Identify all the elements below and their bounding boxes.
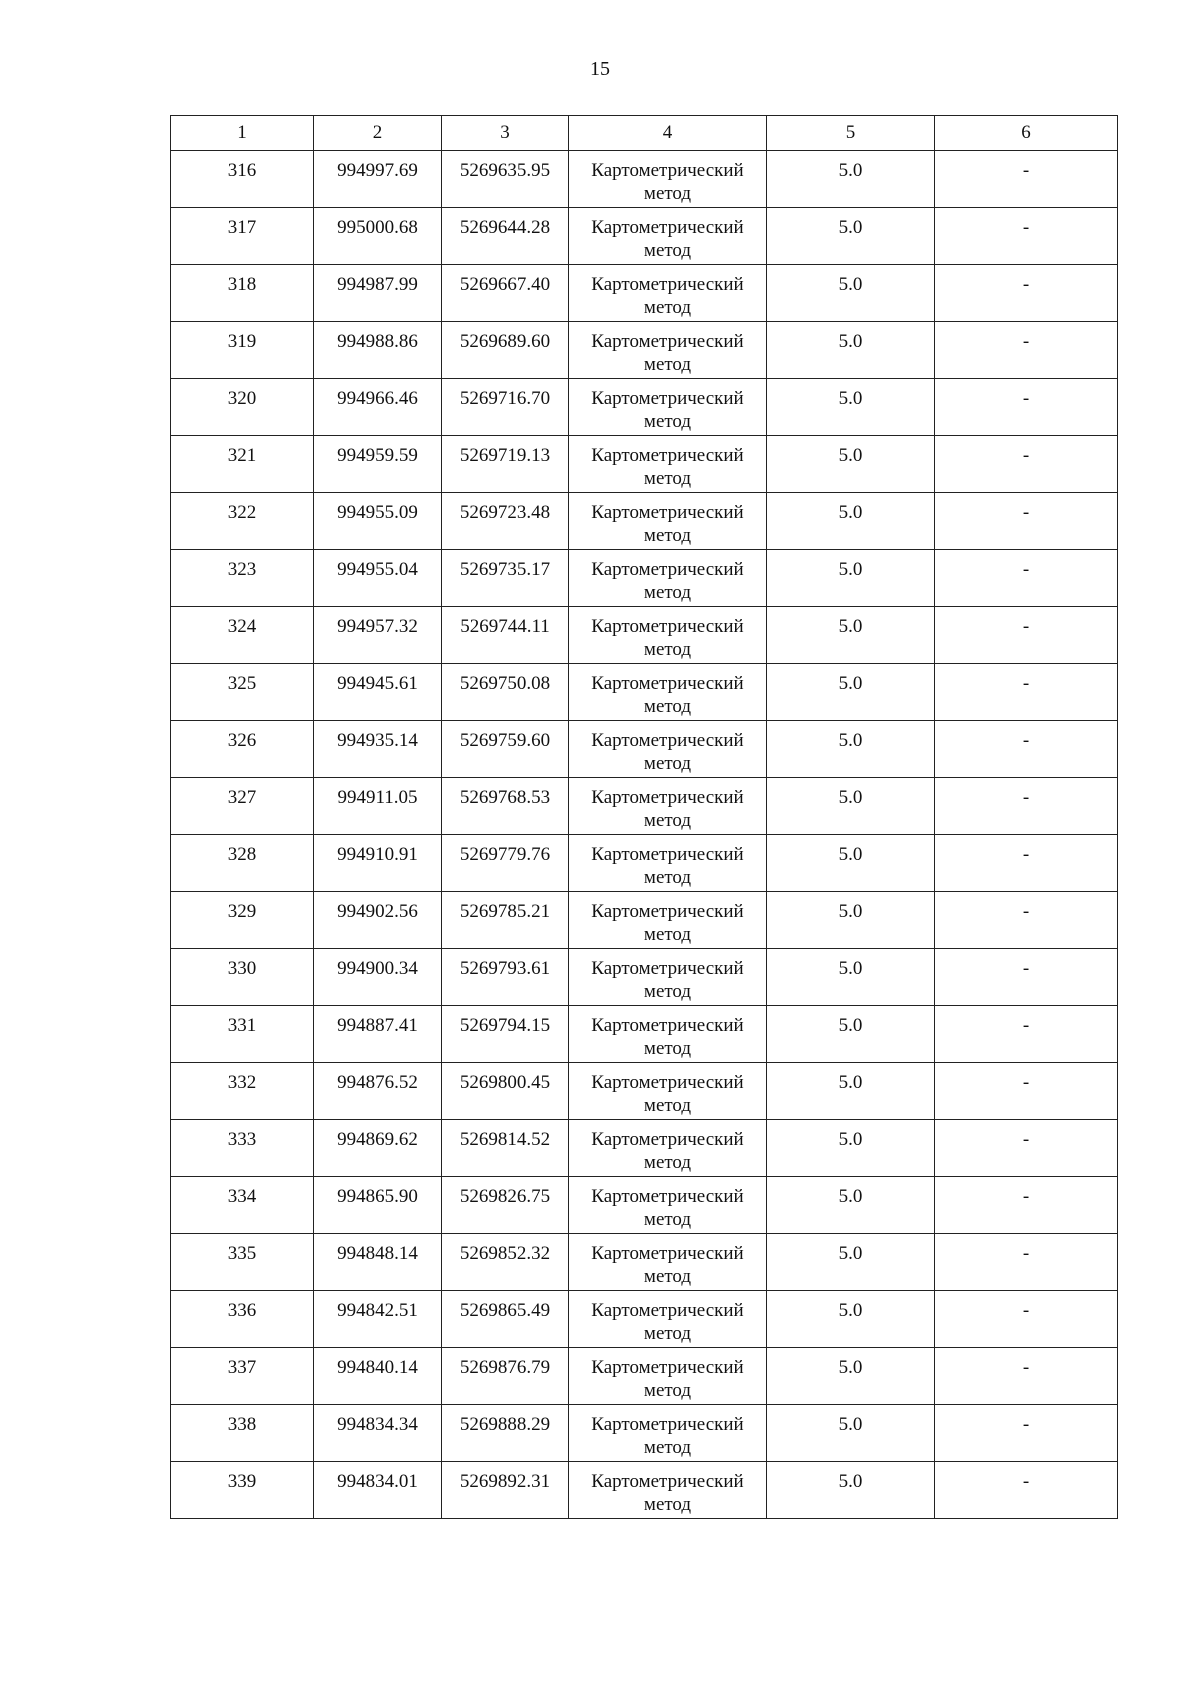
table-row	[171, 1462, 1118, 1519]
y-coordinate-cell: 5269744.11	[442, 607, 569, 664]
method-line-2: метод	[643, 810, 692, 831]
method-cell	[569, 1120, 767, 1177]
table-row	[171, 1348, 1118, 1405]
method-line-2: метод	[643, 183, 692, 204]
table-row	[171, 436, 1118, 493]
method-line-2: метод	[643, 696, 692, 717]
table-row	[171, 607, 1118, 664]
x-coordinate-cell: 994902.56	[314, 892, 442, 949]
x-coordinate-cell: 994966.46	[314, 379, 442, 436]
x-coordinate-cell: 994834.01	[314, 1462, 442, 1519]
accuracy-cell: 5.0	[767, 721, 935, 778]
point-number-cell: 316	[171, 151, 314, 208]
table-row	[171, 892, 1118, 949]
x-coordinate-cell: 994869.62	[314, 1120, 442, 1177]
accuracy-cell: 5.0	[767, 949, 935, 1006]
table-row	[171, 1234, 1118, 1291]
method-cell	[569, 778, 767, 835]
accuracy-cell: 5.0	[767, 835, 935, 892]
table-row	[171, 1063, 1118, 1120]
point-number-cell: 323	[171, 550, 314, 607]
method-line-1: Картометрический	[591, 1243, 744, 1264]
table-row	[171, 1177, 1118, 1234]
x-coordinate-cell: 994955.04	[314, 550, 442, 607]
point-number-cell: 318	[171, 265, 314, 322]
table-row	[171, 1006, 1118, 1063]
y-coordinate-cell: 5269876.79	[442, 1348, 569, 1405]
method-line-2: метод	[643, 981, 692, 1002]
table-body	[171, 151, 1118, 1519]
y-coordinate-cell: 5269667.40	[442, 265, 569, 322]
x-coordinate-cell: 994959.59	[314, 436, 442, 493]
column-header: 1	[171, 116, 314, 151]
method-cell	[569, 1234, 767, 1291]
y-coordinate-cell: 5269723.48	[442, 493, 569, 550]
note-cell: -	[935, 550, 1118, 607]
method-line-1: Картометрический	[591, 730, 744, 751]
accuracy-cell: 5.0	[767, 379, 935, 436]
point-number-cell: 329	[171, 892, 314, 949]
table-row	[171, 550, 1118, 607]
method-cell	[569, 550, 767, 607]
point-number-cell: 335	[171, 1234, 314, 1291]
y-coordinate-cell: 5269826.75	[442, 1177, 569, 1234]
x-coordinate-cell: 994876.52	[314, 1063, 442, 1120]
table-row	[171, 379, 1118, 436]
accuracy-cell: 5.0	[767, 493, 935, 550]
accuracy-cell: 5.0	[767, 1177, 935, 1234]
table-row	[171, 493, 1118, 550]
method-line-2: метод	[643, 1095, 692, 1116]
method-line-1: Картометрический	[591, 1300, 744, 1321]
method-line-1: Картометрический	[591, 1186, 744, 1207]
point-number-cell: 331	[171, 1006, 314, 1063]
method-line-1: Картометрический	[591, 445, 744, 466]
method-line-1: Картометрический	[591, 1129, 744, 1150]
method-line-1: Картометрический	[591, 1414, 744, 1435]
method-cell	[569, 265, 767, 322]
x-coordinate-cell: 994840.14	[314, 1348, 442, 1405]
method-cell	[569, 835, 767, 892]
method-line-2: метод	[643, 924, 692, 945]
note-cell: -	[935, 1063, 1118, 1120]
column-header: 6	[935, 116, 1118, 151]
note-cell: -	[935, 607, 1118, 664]
method-line-2: метод	[643, 1209, 692, 1230]
point-number-cell: 328	[171, 835, 314, 892]
table-row	[171, 835, 1118, 892]
method-line-1: Картометрический	[591, 673, 744, 694]
table-row	[171, 949, 1118, 1006]
column-header: 2	[314, 116, 442, 151]
x-coordinate-cell: 994957.32	[314, 607, 442, 664]
point-number-cell: 332	[171, 1063, 314, 1120]
y-coordinate-cell: 5269865.49	[442, 1291, 569, 1348]
method-line-2: метод	[643, 354, 692, 375]
method-cell	[569, 949, 767, 1006]
method-line-2: метод	[643, 1038, 692, 1059]
method-cell	[569, 379, 767, 436]
method-line-2: метод	[643, 639, 692, 660]
point-number-cell: 337	[171, 1348, 314, 1405]
table-row	[171, 151, 1118, 208]
method-line-2: метод	[643, 1380, 692, 1401]
x-coordinate-cell: 994935.14	[314, 721, 442, 778]
header-row	[171, 116, 1118, 151]
point-number-cell: 339	[171, 1462, 314, 1519]
method-cell	[569, 721, 767, 778]
method-line-1: Картометрический	[591, 844, 744, 865]
point-number-cell: 325	[171, 664, 314, 721]
page-number: 15	[590, 58, 610, 80]
accuracy-cell: 5.0	[767, 778, 935, 835]
accuracy-cell: 5.0	[767, 208, 935, 265]
method-line-1: Картометрический	[591, 559, 744, 580]
x-coordinate-cell: 994911.05	[314, 778, 442, 835]
method-line-1: Картометрический	[591, 217, 744, 238]
accuracy-cell: 5.0	[767, 607, 935, 664]
method-cell	[569, 1063, 767, 1120]
method-line-1: Картометрический	[591, 901, 744, 922]
accuracy-cell: 5.0	[767, 436, 935, 493]
note-cell: -	[935, 778, 1118, 835]
accuracy-cell: 5.0	[767, 892, 935, 949]
note-cell: -	[935, 1348, 1118, 1405]
method-line-2: метод	[643, 525, 692, 546]
table-header	[171, 116, 1118, 151]
method-line-2: метод	[643, 1437, 692, 1458]
accuracy-cell: 5.0	[767, 1462, 935, 1519]
note-cell: -	[935, 1177, 1118, 1234]
method-cell	[569, 892, 767, 949]
y-coordinate-cell: 5269768.53	[442, 778, 569, 835]
point-number-cell: 336	[171, 1291, 314, 1348]
note-cell: -	[935, 892, 1118, 949]
table-row	[171, 208, 1118, 265]
method-cell	[569, 1405, 767, 1462]
x-coordinate-cell: 994834.34	[314, 1405, 442, 1462]
point-number-cell: 333	[171, 1120, 314, 1177]
table-row	[171, 322, 1118, 379]
method-line-2: метод	[643, 1494, 692, 1515]
accuracy-cell: 5.0	[767, 1120, 935, 1177]
note-cell: -	[935, 265, 1118, 322]
note-cell: -	[935, 1405, 1118, 1462]
method-line-2: метод	[643, 753, 692, 774]
method-cell	[569, 1177, 767, 1234]
y-coordinate-cell: 5269794.15	[442, 1006, 569, 1063]
y-coordinate-cell: 5269759.60	[442, 721, 569, 778]
accuracy-cell: 5.0	[767, 1006, 935, 1063]
x-coordinate-cell: 994842.51	[314, 1291, 442, 1348]
note-cell: -	[935, 322, 1118, 379]
y-coordinate-cell: 5269814.52	[442, 1120, 569, 1177]
accuracy-cell: 5.0	[767, 1234, 935, 1291]
method-line-2: метод	[643, 411, 692, 432]
method-line-1: Картометрический	[591, 331, 744, 352]
method-line-2: метод	[643, 1323, 692, 1344]
method-cell	[569, 1291, 767, 1348]
method-line-1: Картометрический	[591, 1471, 744, 1492]
point-number-cell: 327	[171, 778, 314, 835]
method-cell	[569, 1348, 767, 1405]
note-cell: -	[935, 721, 1118, 778]
point-number-cell: 334	[171, 1177, 314, 1234]
x-coordinate-cell: 994988.86	[314, 322, 442, 379]
x-coordinate-cell: 995000.68	[314, 208, 442, 265]
note-cell: -	[935, 1006, 1118, 1063]
x-coordinate-cell: 994945.61	[314, 664, 442, 721]
point-number-cell: 319	[171, 322, 314, 379]
note-cell: -	[935, 208, 1118, 265]
accuracy-cell: 5.0	[767, 1291, 935, 1348]
method-line-2: метод	[643, 468, 692, 489]
method-cell	[569, 151, 767, 208]
x-coordinate-cell: 994900.34	[314, 949, 442, 1006]
table-row	[171, 664, 1118, 721]
table-row	[171, 721, 1118, 778]
point-number-cell: 320	[171, 379, 314, 436]
y-coordinate-cell: 5269779.76	[442, 835, 569, 892]
note-cell: -	[935, 1291, 1118, 1348]
accuracy-cell: 5.0	[767, 1405, 935, 1462]
note-cell: -	[935, 151, 1118, 208]
method-cell	[569, 607, 767, 664]
method-line-2: метод	[643, 1152, 692, 1173]
y-coordinate-cell: 5269892.31	[442, 1462, 569, 1519]
note-cell: -	[935, 664, 1118, 721]
note-cell: -	[935, 1120, 1118, 1177]
point-number-cell: 330	[171, 949, 314, 1006]
y-coordinate-cell: 5269793.61	[442, 949, 569, 1006]
method-line-2: метод	[643, 867, 692, 888]
method-line-1: Картометрический	[591, 388, 744, 409]
point-number-cell: 322	[171, 493, 314, 550]
table-row	[171, 1120, 1118, 1177]
y-coordinate-cell: 5269852.32	[442, 1234, 569, 1291]
column-header: 5	[767, 116, 935, 151]
method-line-1: Картометрический	[591, 616, 744, 637]
accuracy-cell: 5.0	[767, 265, 935, 322]
point-number-cell: 317	[171, 208, 314, 265]
coordinates-table	[170, 115, 1118, 1519]
method-cell	[569, 1462, 767, 1519]
x-coordinate-cell: 994887.41	[314, 1006, 442, 1063]
method-cell	[569, 208, 767, 265]
y-coordinate-cell: 5269689.60	[442, 322, 569, 379]
y-coordinate-cell: 5269785.21	[442, 892, 569, 949]
method-line-1: Картометрический	[591, 958, 744, 979]
x-coordinate-cell: 994910.91	[314, 835, 442, 892]
column-header: 3	[442, 116, 569, 151]
x-coordinate-cell: 994955.09	[314, 493, 442, 550]
method-line-1: Картометрический	[591, 502, 744, 523]
method-line-2: метод	[643, 1266, 692, 1287]
note-cell: -	[935, 379, 1118, 436]
y-coordinate-cell: 5269635.95	[442, 151, 569, 208]
method-line-1: Картометрический	[591, 1015, 744, 1036]
accuracy-cell: 5.0	[767, 664, 935, 721]
note-cell: -	[935, 835, 1118, 892]
y-coordinate-cell: 5269719.13	[442, 436, 569, 493]
method-cell	[569, 493, 767, 550]
x-coordinate-cell: 994987.99	[314, 265, 442, 322]
x-coordinate-cell: 994865.90	[314, 1177, 442, 1234]
note-cell: -	[935, 1462, 1118, 1519]
y-coordinate-cell: 5269800.45	[442, 1063, 569, 1120]
table-row	[171, 265, 1118, 322]
table-row	[171, 1291, 1118, 1348]
y-coordinate-cell: 5269735.17	[442, 550, 569, 607]
method-line-1: Картометрический	[591, 787, 744, 808]
point-number-cell: 326	[171, 721, 314, 778]
method-line-2: метод	[643, 297, 692, 318]
accuracy-cell: 5.0	[767, 1063, 935, 1120]
method-line-2: метод	[643, 582, 692, 603]
column-header: 4	[569, 116, 767, 151]
method-line-1: Картометрический	[591, 274, 744, 295]
note-cell: -	[935, 949, 1118, 1006]
method-cell	[569, 436, 767, 493]
x-coordinate-cell: 994997.69	[314, 151, 442, 208]
table-row	[171, 778, 1118, 835]
note-cell: -	[935, 493, 1118, 550]
y-coordinate-cell: 5269644.28	[442, 208, 569, 265]
method-cell	[569, 322, 767, 379]
method-line-1: Картометрический	[591, 1072, 744, 1093]
accuracy-cell: 5.0	[767, 1348, 935, 1405]
method-line-1: Картометрический	[591, 1357, 744, 1378]
point-number-cell: 321	[171, 436, 314, 493]
point-number-cell: 338	[171, 1405, 314, 1462]
note-cell: -	[935, 1234, 1118, 1291]
accuracy-cell: 5.0	[767, 151, 935, 208]
accuracy-cell: 5.0	[767, 550, 935, 607]
table-row	[171, 1405, 1118, 1462]
x-coordinate-cell: 994848.14	[314, 1234, 442, 1291]
method-line-2: метод	[643, 240, 692, 261]
point-number-cell: 324	[171, 607, 314, 664]
method-cell	[569, 664, 767, 721]
note-cell: -	[935, 436, 1118, 493]
y-coordinate-cell: 5269716.70	[442, 379, 569, 436]
y-coordinate-cell: 5269888.29	[442, 1405, 569, 1462]
y-coordinate-cell: 5269750.08	[442, 664, 569, 721]
method-line-1: Картометрический	[591, 160, 744, 181]
method-cell	[569, 1006, 767, 1063]
accuracy-cell: 5.0	[767, 322, 935, 379]
